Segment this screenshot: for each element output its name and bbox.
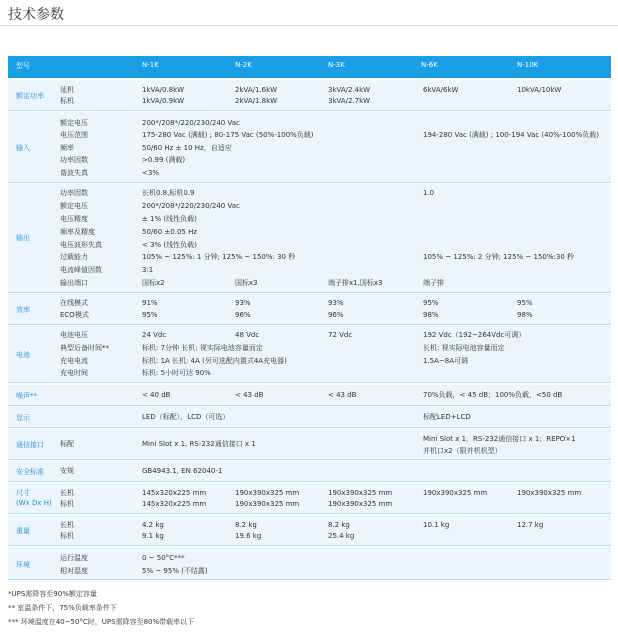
title-divider — [0, 25, 618, 26]
weight-n3k-ext: 8.2 kg — [328, 521, 350, 529]
battery-charge-time: 标机: 5小时可达 90% — [142, 369, 211, 377]
output-thd: < 3% (线性负载) — [142, 241, 197, 249]
comm-n1k: Mini Slot x 1, RS-232通信接口 x 1 — [142, 440, 256, 448]
input-pf: >0.99 (满载) — [142, 156, 186, 164]
safety-sub: 安规 — [60, 467, 74, 475]
rated-power-n6k: 6kVA/6kW — [423, 86, 459, 94]
header-n3k: N-3K — [328, 61, 345, 69]
band-env — [8, 547, 611, 580]
input-range-n6k: 194-280 Vac (满载) ; 100-194 Vac (40%-100%负载) — [423, 131, 599, 139]
output-voltage: 200*/208*/220/230/240 Vac — [142, 202, 240, 210]
env-temperature: 0 ~ 50°C*** — [142, 554, 185, 562]
band-output — [8, 184, 611, 293]
size-n3k-std: 190x390x325 mm — [328, 500, 393, 508]
size-n1k-ext: 145x320x225 mm — [142, 489, 207, 497]
header-n10k: N-10K — [517, 61, 539, 69]
efficiency-sub-1: 在线模式 — [60, 299, 88, 307]
efficiency-n1k-eco: 95% — [142, 311, 158, 319]
weight-sub-2: 标机 — [60, 532, 74, 540]
rated-power-n2k-std: 2kVA/1.8kW — [235, 97, 278, 105]
comm-n6k-line2: 并机口x2（限并机机型） — [423, 447, 502, 455]
label-size-1: 尺寸 — [16, 489, 30, 497]
noise-n3k: < 43 dB — [328, 391, 357, 399]
label-env: 环境 — [16, 561, 30, 569]
noise-n2k: < 43 dB — [235, 391, 264, 399]
label-comm: 通信接口 — [16, 441, 44, 449]
rated-power-n1k-std: 1kVA/0.9kW — [142, 97, 185, 105]
output-pf-n6k: 1.0 — [423, 189, 435, 197]
output-overload: 105% ~ 125%: 1 分钟; 125% ~ 150%: 30 秒 — [142, 253, 296, 261]
header-n6k: N-6K — [421, 61, 438, 69]
header-n2k: N-2K — [235, 61, 252, 69]
output-sub-3: 电压精度 — [60, 215, 88, 223]
output-sub-7: 电流峰值因数 — [60, 266, 102, 274]
weight-n10k: 12.7 kg — [517, 521, 544, 529]
battery-charge-current-n6k: 1.5A~8A可调 — [423, 357, 469, 365]
battery-voltage-n3k: 72 Vdc — [328, 331, 353, 339]
rated-power-sub-1: 延机 — [60, 86, 74, 94]
size-n6k: 190x390x325 mm — [423, 489, 488, 497]
battery-sub-4: 充电时间 — [60, 369, 88, 377]
battery-backup-n6k: 长机: 视实际电池容量而定 — [423, 344, 505, 352]
weight-n3k-std: 25.4 kg — [328, 532, 355, 540]
label-size-2: (Wx Dx H) — [16, 499, 52, 507]
battery-voltage-n2k: 48 Vdc — [235, 331, 260, 339]
label-battery: 电池 — [16, 351, 30, 359]
header-model: 型号 — [16, 62, 30, 70]
rated-power-n3k-ext: 3kVA/2.4kW — [328, 86, 371, 94]
weight-n6k: 10.1 kg — [423, 521, 450, 529]
weight-sub-1: 长机 — [60, 521, 74, 529]
footnote-2: ** 室温条件下，75%负载率条件下 — [8, 604, 117, 612]
label-display: 显示 — [16, 414, 30, 422]
efficiency-n6k-eco: 98% — [423, 311, 439, 319]
efficiency-n1k-online: 91% — [142, 299, 158, 307]
weight-n1k-ext: 4.2 kg — [142, 521, 164, 529]
rated-power-n3k-std: 3kVA/2.7kW — [328, 97, 371, 105]
efficiency-n10k-online: 95% — [517, 299, 533, 307]
footnote-1: *UPS需降容至90%额定容量 — [8, 590, 97, 598]
rated-power-n1k-ext: 1kVA/0.8kW — [142, 86, 185, 94]
input-frequency: 50/60 Hz ± 10 Hz，自适应 — [142, 144, 232, 152]
output-sub-1: 功率因数 — [60, 189, 88, 197]
efficiency-sub-2: ECO模式 — [60, 311, 89, 319]
footnote-3: *** 环境温度在40~50°C时，UPS需降容至80%带载率以下 — [8, 618, 195, 626]
label-safety: 安全标准 — [16, 468, 44, 476]
display-n1k: LED（标配），LCD（可选） — [142, 413, 230, 421]
input-sub-4: 功率因数 — [60, 156, 88, 164]
output-overload-n6k: 105% ~ 125%: 2 分钟; 125% ~ 150%:30 秒 — [423, 253, 575, 261]
size-n10k: 190x390x325 mm — [517, 489, 582, 497]
efficiency-n2k-eco: 96% — [235, 311, 251, 319]
output-sub-6: 过载能力 — [60, 253, 88, 261]
label-output: 输出 — [16, 234, 30, 242]
label-input: 输入 — [16, 144, 30, 152]
label-rated-power: 额定功率 — [16, 92, 44, 100]
band-safety — [8, 461, 611, 482]
size-n3k-ext: 190x390x325 mm — [328, 489, 393, 497]
weight-n1k-std: 9.1 kg — [142, 532, 164, 540]
band-input — [8, 112, 611, 183]
output-sub-2: 额定电压 — [60, 202, 88, 210]
weight-n2k-std: 19.6 kg — [235, 532, 262, 540]
output-frequency: 50/60 ±0.05 Hz — [142, 228, 198, 236]
efficiency-n10k-eco: 98% — [517, 311, 533, 319]
output-ports-n2k: 国标x3 — [235, 279, 258, 287]
rated-power-sub-2: 标机 — [60, 97, 74, 105]
efficiency-n3k-online: 93% — [328, 299, 344, 307]
input-sub-2: 电压范围 — [60, 131, 88, 139]
size-sub-2: 标机 — [60, 500, 74, 508]
comm-n6k-line1: Mini Slot x 1，RS-232通信接口 x 1；REPO×1 — [423, 435, 576, 443]
display-n6k: 标配LED+LCD — [423, 413, 471, 421]
table-header — [8, 56, 611, 78]
efficiency-n3k-eco: 96% — [328, 311, 344, 319]
noise-n6k: 70%负载，< 45 dB；100%负载，<50 dB — [423, 391, 563, 399]
header-n1k: N-1K — [142, 61, 159, 69]
env-sub-2: 相对湿度 — [60, 567, 88, 575]
input-voltage: 200*/208*/220/230/240 Vac — [142, 119, 240, 127]
battery-sub-3: 充电电流 — [60, 357, 88, 365]
output-sub-8: 输出端口 — [60, 279, 88, 287]
env-humidity: 5% ~ 95% (不结露) — [142, 567, 208, 575]
efficiency-n2k-online: 93% — [235, 299, 251, 307]
battery-backup: 标机: 7分钟 长机: 视实际电池容量而定 — [142, 344, 263, 352]
label-efficiency: 效率 — [16, 306, 30, 314]
output-pf: 长机0.8,标机0.9 — [142, 189, 195, 197]
input-sub-1: 额定电压 — [60, 119, 88, 127]
input-sub-5: 谐波失真 — [60, 169, 88, 177]
battery-voltage-n6k: 192 Vdc（192~264Vdc可调） — [423, 331, 526, 339]
page-title: 技术参数 — [8, 7, 64, 23]
output-sub-4: 频率及精度 — [60, 228, 95, 236]
output-ports-n1k: 国标x2 — [142, 279, 165, 287]
size-sub-1: 长机 — [60, 489, 74, 497]
battery-voltage-n1k: 24 Vdc — [142, 331, 167, 339]
input-sub-3: 频率 — [60, 144, 74, 152]
comm-sub: 标配 — [60, 440, 74, 448]
input-thd: <3% — [142, 169, 159, 177]
output-crest: 3:1 — [142, 266, 154, 274]
size-n2k-ext: 190x390x325 mm — [235, 489, 300, 497]
battery-charge-current: 标机: 1A 长机: 4A (另可选配内置式4A充电器) — [142, 357, 287, 365]
size-n1k-std: 145x320x225 mm — [142, 500, 207, 508]
safety-n1k: GB4943.1, EN 62040-1 — [142, 467, 223, 475]
env-sub-1: 运行温度 — [60, 554, 88, 562]
input-range: 175-280 Vac (满载) ; 80-175 Vac (50%-100%负载) — [142, 131, 314, 139]
label-weight: 重量 — [16, 527, 30, 535]
weight-n2k-ext: 8.2 kg — [235, 521, 257, 529]
label-noise: 噪声** — [16, 392, 37, 400]
output-ports-n3k: 端子排x1,国标x3 — [328, 279, 383, 287]
rated-power-n2k-ext: 2kVA/1.6kW — [235, 86, 278, 94]
output-sub-5: 电压波形失真 — [60, 241, 102, 249]
rated-power-n10k: 10kVA/10kW — [517, 86, 562, 94]
output-precision: ± 1% (线性负载) — [142, 215, 197, 223]
efficiency-n6k-online: 95% — [423, 299, 439, 307]
size-n2k-std: 190x390x325 mm — [235, 500, 300, 508]
battery-sub-1: 电池电压 — [60, 331, 88, 339]
noise-n1k: < 40 dB — [142, 391, 171, 399]
battery-sub-2: 典型后备时间** — [60, 344, 109, 352]
band-display — [8, 407, 611, 428]
output-ports-n6k: 端子排 — [423, 279, 444, 287]
